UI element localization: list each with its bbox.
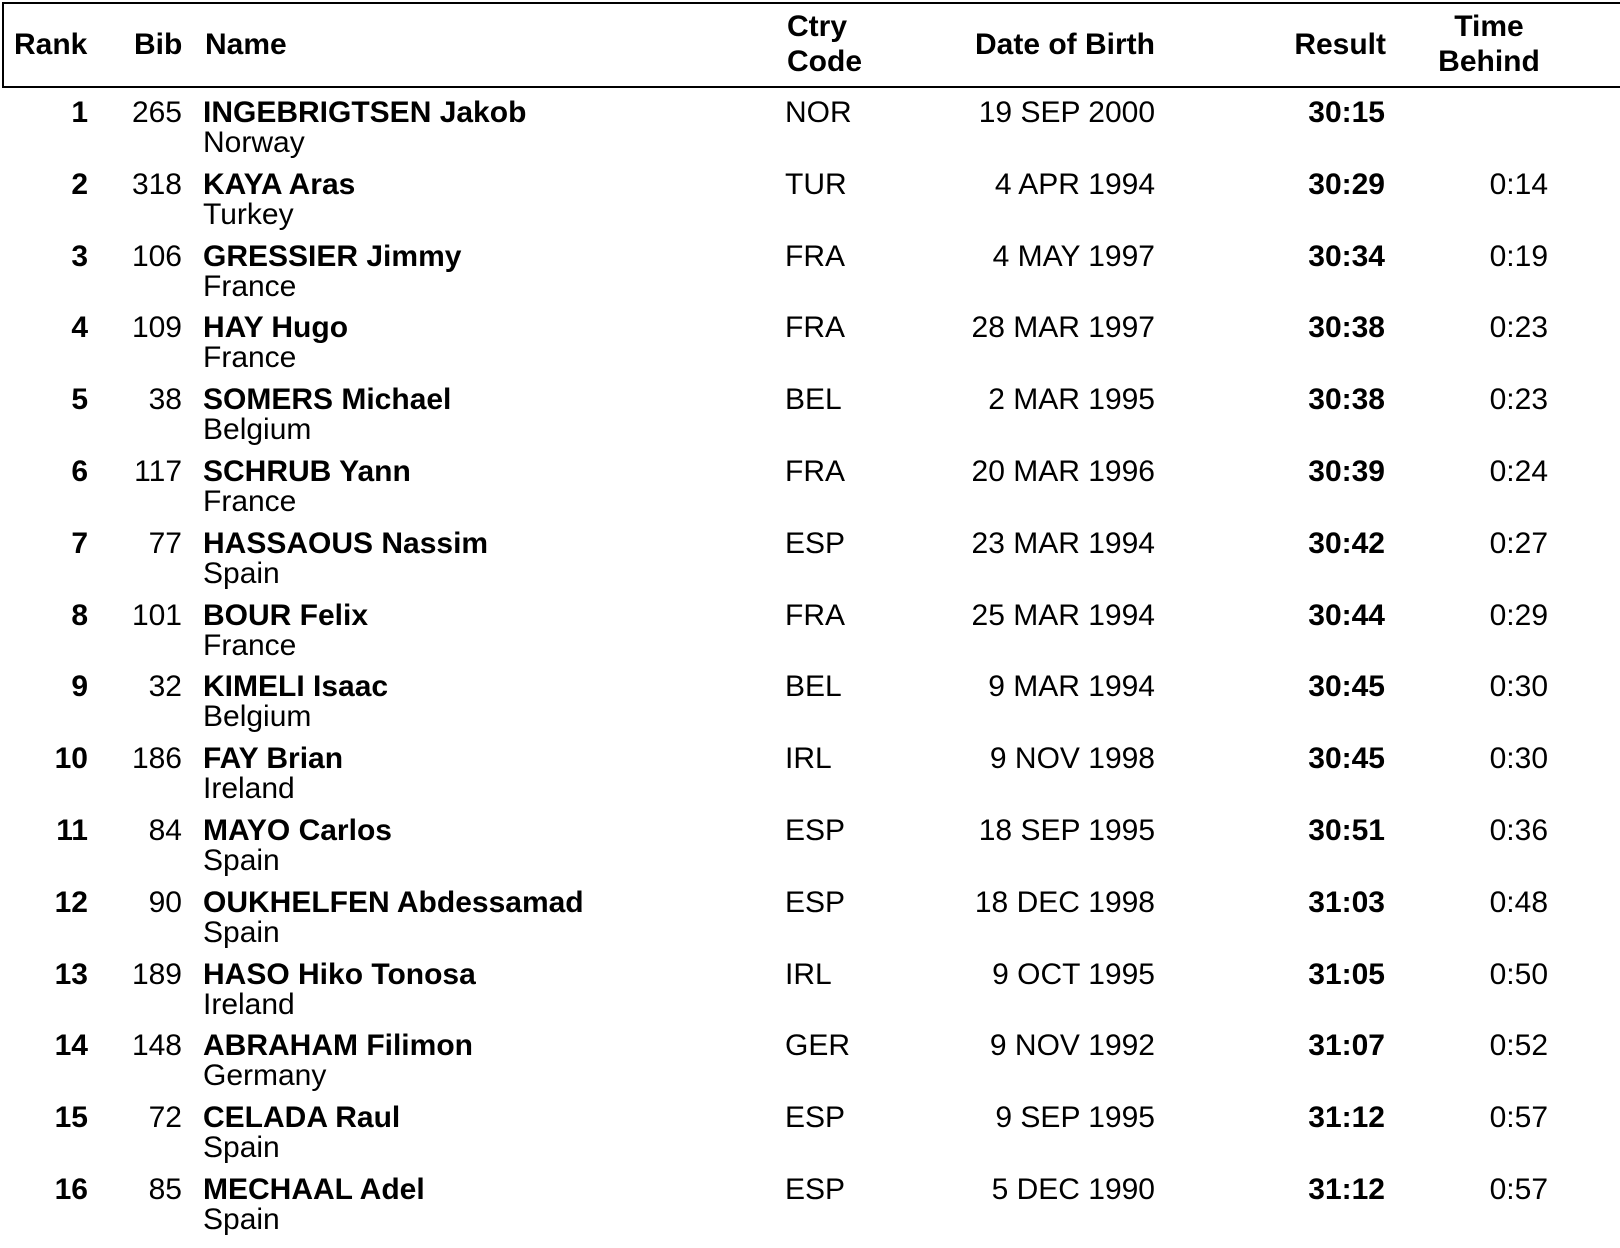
result-cell: 31:07 bbox=[1308, 1029, 1385, 1063]
table-row bbox=[0, 595, 1620, 667]
rank-cell: 16 bbox=[54, 1172, 88, 1206]
time-behind-cell: 0:36 bbox=[1489, 813, 1548, 847]
athlete-country: Spain bbox=[203, 915, 280, 949]
time-behind-cell: 0:27 bbox=[1489, 526, 1548, 560]
table-row bbox=[0, 307, 1620, 379]
athlete-country: Spain bbox=[203, 1131, 280, 1165]
athlete-country: Turkey bbox=[203, 197, 294, 231]
date-of-birth-cell: 9 OCT 1995 bbox=[992, 957, 1155, 991]
rank-cell: 3 bbox=[71, 239, 88, 273]
results-table-header bbox=[2, 2, 1620, 88]
athlete-country: Spain bbox=[203, 843, 280, 877]
header-ctry-code-line1: Ctry bbox=[787, 10, 848, 43]
country-code-cell: ESP bbox=[785, 813, 846, 847]
bib-cell: 117 bbox=[134, 454, 182, 488]
rank-cell: 13 bbox=[54, 957, 88, 991]
athlete-name: HASSAOUS Nassim bbox=[203, 526, 489, 560]
date-of-birth-cell: 9 SEP 1995 bbox=[995, 1101, 1155, 1135]
date-of-birth-cell: 4 APR 1994 bbox=[994, 167, 1155, 201]
date-of-birth-cell: 2 MAR 1995 bbox=[988, 383, 1155, 417]
result-cell: 30:29 bbox=[1308, 167, 1385, 201]
athlete-country: Spain bbox=[203, 556, 280, 590]
bib-cell: 186 bbox=[131, 742, 182, 776]
athlete-name: HAY Hugo bbox=[203, 311, 349, 345]
result-cell: 30:39 bbox=[1308, 454, 1385, 488]
header-bib: Bib bbox=[134, 28, 183, 61]
athlete-name: ABRAHAM Filimon bbox=[203, 1029, 473, 1063]
date-of-birth-cell: 18 SEP 1995 bbox=[978, 813, 1155, 847]
table-row bbox=[0, 379, 1620, 451]
header-name: Name bbox=[205, 28, 287, 61]
athlete-name: OUKHELFEN Abdessamad bbox=[203, 885, 584, 919]
rank-cell: 11 bbox=[56, 813, 88, 847]
results-table-body bbox=[0, 92, 1620, 1241]
date-of-birth-cell: 28 MAR 1997 bbox=[971, 311, 1155, 345]
result-cell: 30:45 bbox=[1308, 742, 1385, 776]
rank-cell: 4 bbox=[71, 311, 88, 345]
date-of-birth-cell: 23 MAR 1994 bbox=[971, 526, 1155, 560]
time-behind-cell: 0:30 bbox=[1489, 742, 1548, 776]
athlete-name: HASO Hiko Tonosa bbox=[203, 957, 476, 991]
time-behind-cell: 0:57 bbox=[1489, 1101, 1548, 1135]
athlete-name: MECHAAL Adel bbox=[203, 1172, 425, 1206]
header-ctry-code-line2: Code bbox=[787, 45, 862, 78]
result-cell: 31:12 bbox=[1308, 1172, 1385, 1206]
table-row bbox=[0, 236, 1620, 308]
rank-cell: 10 bbox=[54, 742, 88, 776]
country-code-cell: ESP bbox=[785, 1172, 846, 1206]
country-code-cell: BEL bbox=[785, 670, 842, 704]
athlete-name: KAYA Aras bbox=[203, 167, 356, 201]
header-result: Result bbox=[1294, 28, 1386, 61]
athlete-country: Belgium bbox=[203, 413, 312, 447]
country-code-cell: ESP bbox=[785, 1101, 846, 1135]
athlete-name: BOUR Felix bbox=[203, 598, 369, 632]
table-row bbox=[0, 1169, 1620, 1241]
result-cell: 31:03 bbox=[1308, 885, 1385, 919]
bib-cell: 189 bbox=[131, 957, 182, 991]
header-rank: Rank bbox=[14, 28, 88, 61]
time-behind-cell: 0:19 bbox=[1489, 239, 1548, 273]
date-of-birth-cell: 20 MAR 1996 bbox=[971, 454, 1155, 488]
rank-cell: 2 bbox=[71, 167, 88, 201]
country-code-cell: GER bbox=[785, 1029, 851, 1063]
bib-cell: 84 bbox=[148, 813, 182, 847]
table-row bbox=[0, 810, 1620, 882]
bib-cell: 32 bbox=[148, 670, 182, 704]
header-time-behind-line1: Time bbox=[1454, 10, 1524, 43]
date-of-birth-cell: 19 SEP 2000 bbox=[978, 96, 1155, 129]
country-code-cell: TUR bbox=[785, 167, 847, 201]
time-behind-cell: 0:14 bbox=[1489, 167, 1548, 201]
country-code-cell: FRA bbox=[785, 239, 845, 273]
table-row bbox=[0, 666, 1620, 738]
country-code-cell: ESP bbox=[785, 526, 846, 560]
time-behind-cell: 0:23 bbox=[1489, 383, 1548, 417]
rank-cell: 8 bbox=[71, 598, 88, 632]
date-of-birth-cell: 5 DEC 1990 bbox=[991, 1172, 1155, 1206]
bib-cell: 106 bbox=[131, 239, 182, 273]
table-row bbox=[0, 164, 1620, 236]
date-of-birth-cell: 18 DEC 1998 bbox=[974, 885, 1155, 919]
country-code-cell: IRL bbox=[785, 957, 832, 991]
bib-cell: 90 bbox=[148, 885, 182, 919]
result-cell: 30:15 bbox=[1308, 96, 1385, 129]
result-cell: 30:42 bbox=[1308, 526, 1385, 560]
athlete-name: SCHRUB Yann bbox=[203, 454, 411, 488]
bib-cell: 109 bbox=[131, 311, 182, 345]
table-row bbox=[0, 1025, 1620, 1097]
date-of-birth-cell: 25 MAR 1994 bbox=[971, 598, 1155, 632]
result-cell: 30:45 bbox=[1308, 670, 1385, 704]
bib-cell: 265 bbox=[131, 96, 182, 129]
athlete-name: FAY Brian bbox=[203, 742, 344, 776]
header-time-behind-line2: Behind bbox=[1438, 45, 1540, 78]
athlete-name: KIMELI Isaac bbox=[203, 670, 389, 704]
date-of-birth-cell: 4 MAY 1997 bbox=[992, 239, 1155, 273]
rank-cell: 15 bbox=[54, 1101, 88, 1135]
header-date-of-birth: Date of Birth bbox=[975, 28, 1155, 61]
athlete-country: Norway bbox=[203, 126, 305, 159]
rank-cell: 6 bbox=[71, 454, 88, 488]
time-behind-cell: 0:50 bbox=[1489, 957, 1548, 991]
time-behind-cell: 0:24 bbox=[1489, 454, 1548, 488]
athlete-country: France bbox=[203, 628, 297, 662]
bib-cell: 148 bbox=[131, 1029, 182, 1063]
result-cell: 30:51 bbox=[1308, 813, 1385, 847]
table-row bbox=[0, 1097, 1620, 1169]
bib-cell: 72 bbox=[148, 1101, 182, 1135]
country-code-cell: FRA bbox=[785, 454, 845, 488]
athlete-country: Ireland bbox=[203, 987, 295, 1021]
bib-cell: 38 bbox=[148, 383, 182, 417]
rank-cell: 1 bbox=[71, 96, 88, 129]
table-row bbox=[0, 882, 1620, 954]
athlete-country: Belgium bbox=[203, 700, 312, 734]
rank-cell: 12 bbox=[54, 885, 88, 919]
athlete-country: France bbox=[203, 269, 297, 303]
rank-cell: 14 bbox=[54, 1029, 88, 1063]
time-behind-cell: 0:23 bbox=[1489, 311, 1548, 345]
time-behind-cell: 0:52 bbox=[1489, 1029, 1548, 1063]
time-behind-cell: 0:48 bbox=[1489, 885, 1548, 919]
athlete-name: GRESSIER Jimmy bbox=[203, 239, 462, 273]
bib-cell: 77 bbox=[148, 526, 182, 560]
athlete-country: France bbox=[203, 341, 297, 375]
time-behind-cell: 0:30 bbox=[1489, 670, 1548, 704]
athlete-country: Spain bbox=[203, 1202, 280, 1236]
result-cell: 30:38 bbox=[1308, 311, 1385, 345]
date-of-birth-cell: 9 NOV 1998 bbox=[989, 742, 1155, 776]
table-row bbox=[0, 954, 1620, 1026]
table-row bbox=[0, 92, 1620, 164]
date-of-birth-cell: 9 NOV 1992 bbox=[989, 1029, 1155, 1063]
time-behind-cell: 0:57 bbox=[1489, 1172, 1548, 1206]
country-code-cell: ESP bbox=[785, 885, 846, 919]
country-code-cell: BEL bbox=[785, 383, 842, 417]
athlete-country: France bbox=[203, 484, 297, 518]
athlete-name: SOMERS Michael bbox=[203, 383, 452, 417]
result-cell: 30:38 bbox=[1308, 383, 1385, 417]
athlete-name: MAYO Carlos bbox=[203, 813, 392, 847]
bib-cell: 318 bbox=[131, 167, 182, 201]
country-code-cell: FRA bbox=[785, 311, 845, 345]
athlete-name: INGEBRIGTSEN Jakob bbox=[203, 96, 527, 129]
bib-cell: 85 bbox=[148, 1172, 182, 1206]
athlete-country: Germany bbox=[203, 1059, 327, 1093]
athlete-country: Ireland bbox=[203, 772, 295, 806]
bib-cell: 101 bbox=[131, 598, 182, 632]
country-code-cell: FRA bbox=[785, 598, 845, 632]
rank-cell: 5 bbox=[71, 383, 88, 417]
time-behind-cell: 0:29 bbox=[1489, 598, 1548, 632]
result-cell: 30:34 bbox=[1308, 239, 1385, 273]
table-row bbox=[0, 738, 1620, 810]
result-cell: 30:44 bbox=[1308, 598, 1385, 632]
table-row bbox=[0, 451, 1620, 523]
table-row bbox=[0, 523, 1620, 595]
date-of-birth-cell: 9 MAR 1994 bbox=[988, 670, 1155, 704]
result-cell: 31:12 bbox=[1308, 1101, 1385, 1135]
rank-cell: 7 bbox=[71, 526, 88, 560]
country-code-cell: IRL bbox=[785, 742, 832, 776]
country-code-cell: NOR bbox=[785, 96, 852, 129]
athlete-name: CELADA Raul bbox=[203, 1101, 401, 1135]
result-cell: 31:05 bbox=[1308, 957, 1385, 991]
rank-cell: 9 bbox=[71, 670, 88, 704]
